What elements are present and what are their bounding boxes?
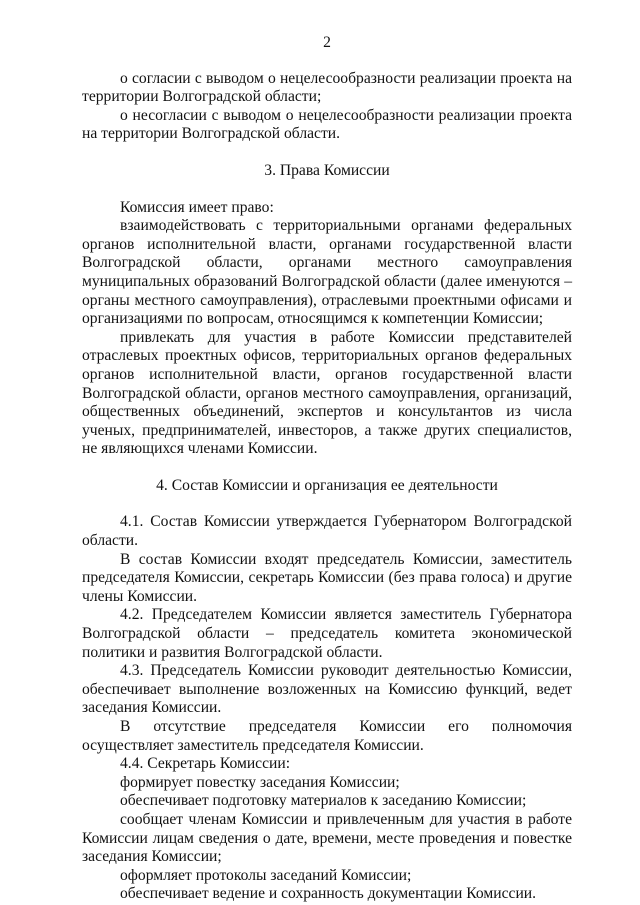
section-4-paragraph: формирует повестку заседания Комиссии; [120,773,400,791]
section-4-paragraph: 4.3. Председатель Комиссии руководит деятельностью Комиссии, обеспечивает выполнение возложенных на Комиссию функций, ведет заседания Комиссии. [82,662,572,717]
section-4-paragraph: 4.2. Председателем Комиссии является заместитель Губернатора Волгоградской области – председатель комитета экономической политики и развития Волгоградской области. [82,606,572,661]
section-4-paragraph: сообщает членам Комиссии и привлеченным для участия в работе Комиссии лицам сведения о дате, времени, месте проведения и повестке заседания Комиссии; [82,810,572,866]
section-3-paragraph: привлекать для участия в работе Комиссии представителей отраслевых проектных офисов, территориальных органов федеральных органов исполнительной власти, органов государственной власти Волгоградской области, органов местного самоуправления, организаций, общественных объединений, экспертов и консультантов из числа ученых, предпринимателей, инвесторов, а также других специалистов, не являющихся членами Комиссии. [82,328,572,458]
section-4-title: 4. Состав Комиссии и организация ее деятельности [156,476,498,494]
intro-item-1: о согласии с выводом о нецелесообразности реализации проекта на территории Волгоградской области; [82,69,572,106]
section-3-title: 3. Права Комиссии [264,161,390,179]
section-4-paragraph: 4.1. Состав Комиссии утверждается Губернатором Волгоградской области. [82,513,572,550]
section-4-paragraph: В состав Комиссии входят председатель Комиссии, заместитель председателя Комиссии, секретарь Комиссии (без права голоса) и другие члены Комиссии. [82,550,572,605]
section-4-paragraph: оформляет протоколы заседаний Комиссии; [120,866,412,884]
intro-item-2: о несогласии с выводом о нецелесообразности реализации проекта на территории Волгоградской области. [82,106,572,143]
section-4-paragraph: 4.4. Секретарь Комиссии: [120,755,291,773]
page-number: 2 [323,34,331,51]
section-3-paragraph: Комиссия имеет право: [120,198,274,216]
section-3-paragraph: взаимодействовать с территориальными органами федеральных органов исполнительной власти, органами государственной власти Волгоградской области, органами местного самоуправления муниципальных образований Волгоградской области (далее именуются – органы местного самоуправления), отраслевыми проектными офисами и организациями по вопросам, относящимся к компетенции Комиссии; [82,217,572,328]
section-4-paragraph: обеспечивает ведение и сохранность документации Комиссии. [120,885,537,903]
section-4-paragraph: обеспечивает подготовку материалов к заседанию Комиссии; [120,792,527,810]
section-4-paragraph: В отсутствие председателя Комиссии его полномочия осуществляет заместитель председателя Комиссии. [82,718,572,754]
document-page [82,34,572,904]
